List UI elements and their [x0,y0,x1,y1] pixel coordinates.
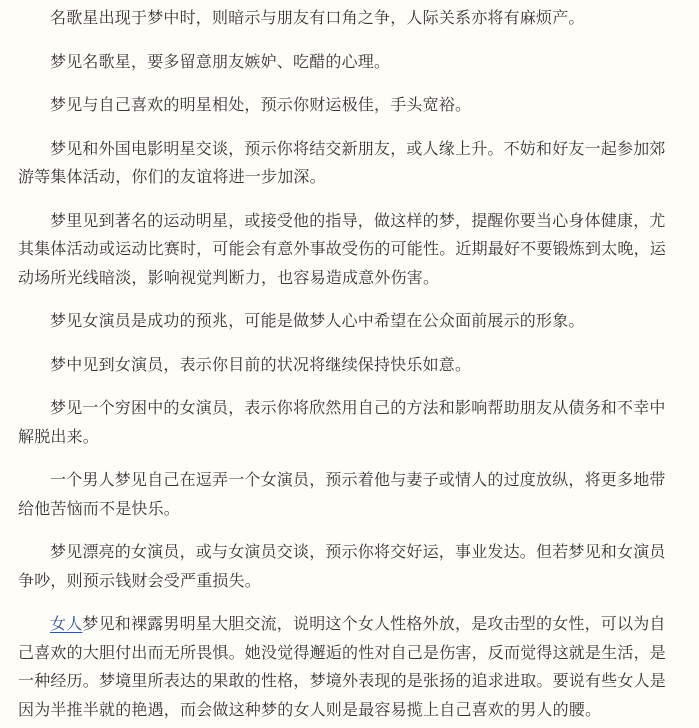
paragraph-pretty-actress: 梦见漂亮的女演员，或与女演员交谈，预示你将交好运，事业发达。但若梦见和女演员争吵，则预示钱财会受严重损失。 [18,542,666,590]
paragraph-singer-quarrel: 名歌星出现于梦中时，则暗示与朋友有口角之争，人际关系亦将有麻烦产。 [50,8,585,27]
paragraph-man-teasing-actress: 一个男人梦见自己在逗弄一个女演员，预示着他与妻子或情人的过度放纵，将更多地带给他苦恼而不是快乐。 [18,470,666,518]
paragraph-poor-actress: 梦见一个穷困中的女演员，表示你将欣然用自己的方法和影响帮助朋友从债务和不幸中解脱出来。 [18,398,666,446]
paragraph-actress-happy: 梦中见到女演员，表示你目前的状况将继续保持快乐如意。 [50,354,472,374]
paragraph-foreign-star: 梦见和外国电影明星交谈，预示你将结交新朋友，或人缘上升。不妨和好友一起参加郊游等集体活动，你们的友谊将进一步加深。 [18,138,666,186]
paragraph-woman-text: 梦见和裸露男明星大胆交流，说明这个女人性格外放，是攻击型的女性，可以为自己喜欢的大胆付出而无所畏惧。她没觉得邂逅的性对自己是伤害，反而觉得这就是生活，是一种经历。梦境里所表达的果敢的性格，梦境外表现的是张扬的追求进取。要说有些女人是因为半推半就的艳遇，而会做这种梦的女人则是最容易揽上自己喜欢的男人的腰。 [18,614,667,719]
woman-link[interactable]: 女人 [50,614,83,633]
paragraph-woman-male-star [18,610,679,724]
paragraph-singer-jealousy: 梦见名歌星，要多留意朋友嫉妒、吃醋的心理。 [50,51,391,71]
paragraph-favorite-star: 梦见与自己喜欢的明星相处，预示你财运极佳，手头宽裕。 [50,95,472,114]
paragraph-sports-star: 梦里见到著名的运动明星，或接受他的指导，做这样的梦，提醒你要当心身体健康，尤其集体活动或运动比赛时，可能会有意外事故受伤的可能性。近期最好不要锻炼到太晚，运动场所光线暗淡，影响视觉判断力，也容易造成意外伤害。 [18,210,667,287]
paragraph-actress-success: 梦见女演员是成功的预兆，可能是做梦人心中希望在公众面前展示的形象。 [50,311,585,330]
